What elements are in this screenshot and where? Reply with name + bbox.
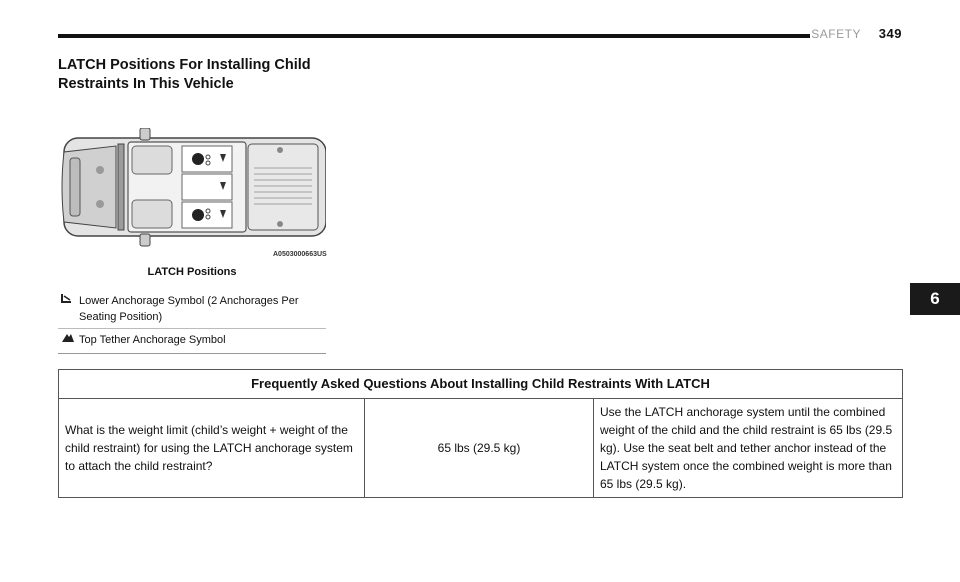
- legend-text: Top Tether Anchorage Symbol: [79, 334, 226, 346]
- figure-id: A0503000663US: [273, 251, 327, 258]
- faq-answer: Use the LATCH anchorage system until the combined weight of the child and the child restraint is 65 lbs (29.5 kg). Use the seat belt and tether anchor instead of the LATCH system once the combined weight is more than 65 lbs (29.5 kg).: [594, 399, 903, 498]
- vehicle-top-view-illustration: [58, 128, 326, 260]
- faq-heading: Frequently Asked Questions About Installing Child Restraints With LATCH: [59, 370, 903, 399]
- figure-caption: LATCH Positions: [147, 266, 237, 278]
- chapter-tab[interactable]: 6: [910, 283, 960, 315]
- running-head: [811, 26, 902, 41]
- legend-item: [58, 292, 326, 328]
- lower-anchorage-icon: [61, 293, 79, 325]
- top-tether-icon: [61, 332, 79, 348]
- section-title: LATCH Positions For Installing Child Restraints In This Vehicle: [58, 57, 311, 92]
- legend-item: [58, 328, 326, 351]
- header-rule: [58, 34, 810, 38]
- legend-divider: [58, 353, 326, 354]
- page-number: 349: [878, 26, 902, 41]
- faq-table: [58, 369, 903, 498]
- latch-positions-figure: [58, 128, 326, 260]
- table-row: [59, 399, 903, 498]
- legend-text: Lower Anchorage Symbol (2 Anchorages Per Seating Position): [79, 295, 299, 323]
- section-label: SAFETY: [811, 27, 861, 41]
- figure-legend: [58, 292, 326, 354]
- faq-value: 65 lbs (29.5 kg): [365, 399, 594, 498]
- faq-question: What is the weight limit (child’s weight + weight of the child restraint) for using the LATCH anchorage system to attach the child restraint?: [59, 399, 365, 498]
